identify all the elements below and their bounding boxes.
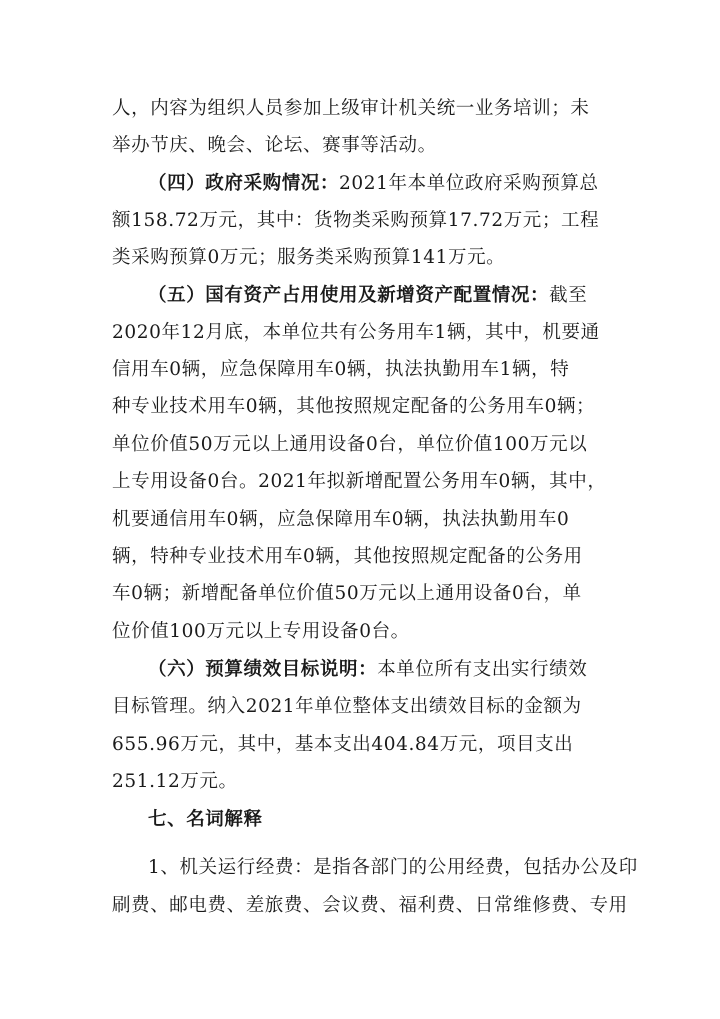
section-six-line: （六）预算绩效目标说明：本单位所有支出实行绩效 <box>148 659 588 680</box>
body-line-8: 信用车0辆，应急保障用车0辆，执法执勤用车1辆，特 <box>112 359 570 380</box>
body-line-11: 上专用设备0台。2021年拟新增配置公务用车0辆，其中， <box>112 471 607 492</box>
body-line-7: 2020年12月底，本单位共有公务用车1辆，其中，机要通 <box>112 322 600 343</box>
body-line-15: 位价值100万元以上专用设备0台。 <box>112 621 410 642</box>
body-line-9: 种专业技术用车0辆，其他按照规定配备的公务用车0辆； <box>112 396 596 417</box>
section-heading: （四）政府采购情况： <box>148 173 340 194</box>
body-line-22: 刷费、邮电费、差旅费、会议费、福利费、日常维修费、专用 <box>112 895 628 916</box>
body-line-14: 车0辆；新增配备单位价值50万元以上通用设备0台，单 <box>112 583 582 604</box>
body-line-17: 目标管理。纳入2021年单位整体支出绩效目标的金额为 <box>112 696 582 717</box>
section-four-line: （四）政府采购情况：2021年本单位政府采购预算总 <box>148 173 599 194</box>
section-heading: （六）预算绩效目标说明： <box>148 659 378 680</box>
body-line-1: 人，内容为组织人员参加上级审计机关统一业务培训；未 <box>112 98 590 119</box>
section-heading: （五）国有资产占用使用及新增资产配置情况： <box>148 285 550 306</box>
body-line-21: 1、机关运行经费：是指各部门的公用经费，包括办公及印 <box>148 857 638 878</box>
section-seven-heading: 七、名词解释 <box>148 809 263 830</box>
body-line-19: 251.12万元。 <box>112 771 238 792</box>
body-line-5: 类采购预算0万元；服务类采购预算141万元。 <box>112 247 506 268</box>
body-line-4: 额158.72万元，其中：货物类采购预算17.72万元；工程 <box>112 210 600 231</box>
body-line-13: 辆，特种专业技术用车0辆，其他按照规定配备的公务用 <box>112 546 583 567</box>
section-five-line: （五）国有资产占用使用及新增资产配置情况：截至 <box>148 285 588 306</box>
body-line-12: 机要通信用车0辆，应急保障用车0辆，执法执勤用车0 <box>112 509 570 530</box>
body-line-10: 单位价值50万元以上通用设备0台，单位价值100万元以 <box>112 434 588 455</box>
body-line-18: 655.96万元，其中，基本支出404.84万元，项目支出 <box>112 734 574 755</box>
body-line-2: 举办节庆、晚会、论坛、赛事等活动。 <box>112 135 437 156</box>
